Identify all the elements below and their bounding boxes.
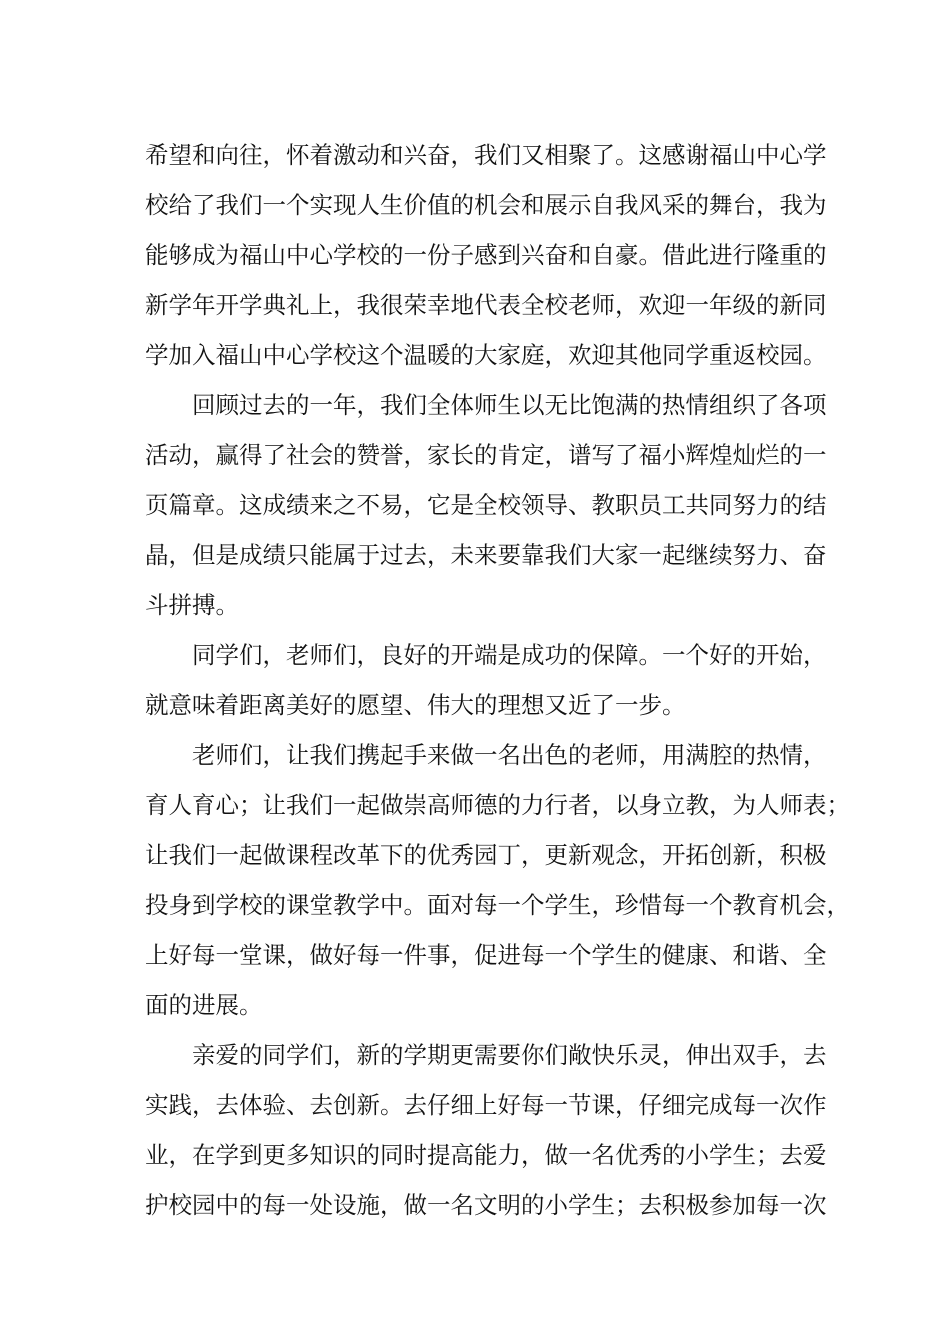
paragraph-line: 页篇章。这成绩来之不易，它是全校领导、教职员工共同努力的结 (145, 491, 827, 519)
paragraph-line: 护校园中的每一处设施，做一名文明的小学生；去积极参加每一次 (145, 1191, 827, 1219)
paragraph-line: 活动，赢得了社会的赞誉，家长的肯定，谱写了福小辉煌灿烂的一 (145, 441, 827, 469)
paragraph-1 (145, 130, 825, 380)
document-body (145, 130, 850, 1230)
paragraph-line: 老师们，让我们携起手来做一名出色的老师，用满腔的热情， (192, 741, 827, 769)
paragraph-5 (145, 1030, 825, 1230)
paragraph-line: 同学们，老师们，良好的开端是成功的保障。一个好的开始， (192, 641, 827, 669)
paragraph-line: 学加入福山中心学校这个温暖的大家庭，欢迎其他同学重返校园。 (145, 341, 827, 369)
paragraph-line: 就意味着距离美好的愿望、伟大的理想又近了一步。 (145, 691, 686, 719)
paragraph-line: 新学年开学典礼上，我很荣幸地代表全校老师，欢迎一年级的新同 (145, 291, 827, 319)
paragraph-3 (145, 630, 825, 730)
paragraph-line: 能够成为福山中心学校的一份子感到兴奋和自豪。借此进行隆重的 (145, 241, 827, 269)
paragraph-line: 面的进展。 (145, 991, 263, 1019)
paragraph-line: 亲爱的同学们，新的学期更需要你们敞快乐灵，伸出双手，去 (192, 1041, 827, 1069)
paragraph-line: 斗拼搏。 (145, 591, 239, 619)
paragraph-line: 校给了我们一个实现人生价值的机会和展示自我风采的舞台，我为 (145, 191, 827, 219)
paragraph-line: 让我们一起做课程改革下的优秀园丁，更新观念，开拓创新，积极 (145, 841, 827, 869)
paragraph-line: 投身到学校的课堂教学中。面对每一个学生，珍惜每一个教育机会， (145, 891, 850, 919)
paragraph-line: 晶，但是成绩只能属于过去，未来要靠我们大家一起继续努力、奋 (145, 541, 827, 569)
paragraph-line: 实践，去体验、去创新。去仔细上好每一节课，仔细完成每一次作 (145, 1091, 827, 1119)
paragraph-line: 回顾过去的一年，我们全体师生以无比饱满的热情组织了各项 (192, 391, 827, 419)
paragraph-line: 业，在学到更多知识的同时提高能力，做一名优秀的小学生；去爱 (145, 1141, 827, 1169)
paragraph-2 (145, 380, 825, 630)
paragraph-line: 育人育心；让我们一起做崇高师德的力行者，以身立教，为人师表； (145, 791, 850, 819)
paragraph-line: 希望和向往，怀着激动和兴奋，我们又相聚了。这感谢福山中心学 (145, 141, 827, 169)
paragraph-line: 上好每一堂课，做好每一件事，促进每一个学生的健康、和谐、全 (145, 941, 827, 969)
paragraph-4 (145, 730, 850, 1030)
